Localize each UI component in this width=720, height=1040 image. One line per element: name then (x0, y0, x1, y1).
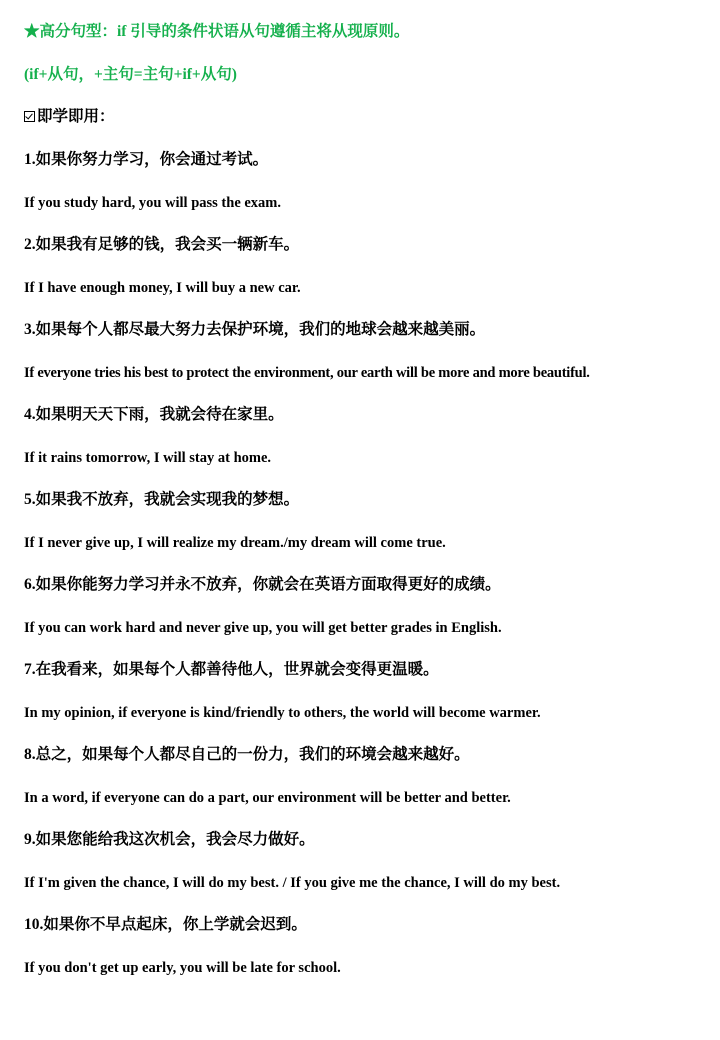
item-cn-9: 9.如果您能给我这次机会，我会尽力做好。 (24, 831, 315, 848)
item-en-5: If I never give up, I will realize my dream./my dream will come true. (24, 535, 446, 551)
item-en-6: If you can work hard and never give up, you will get better grades in English. (24, 620, 502, 636)
checkbox-icon (24, 111, 35, 122)
item-cn-1: 1.如果你努力学习，你会通过考试。 (24, 151, 269, 168)
item-cn-3: 3.如果每个人都尽最大努力去保护环境，我们的地球会越来越美丽。 (24, 321, 486, 338)
item-en-4: If it rains tomorrow, I will stay at home. (24, 450, 272, 466)
item-cn-8: 8.总之，如果每个人都尽自己的一份力，我们的环境会越来越好。 (24, 746, 470, 763)
item-cn-7: 7.在我看来，如果每个人都善待他人，世界就会变得更温暖。 (24, 661, 439, 678)
item-cn-10: 10.如果你不早点起床，你上学就会迟到。 (24, 916, 307, 933)
practice-heading (24, 107, 115, 127)
item-cn-5: 5.如果我不放弃，我就会实现我的梦想。 (24, 491, 300, 508)
item-cn-6: 6.如果你能努力学习并永不放弃，你就会在英语方面取得更好的成绩。 (24, 576, 501, 593)
item-en-8: In a word, if everyone can do a part, our environment will be better and better. (24, 790, 511, 806)
item-en-1: If you study hard, you will pass the exam. (24, 195, 282, 211)
formula-text: (if+从句，+主句=主句+if+从句) (24, 66, 237, 83)
item-cn-2: 2.如果我有足够的钱，我会买一辆新车。 (24, 236, 300, 253)
item-en-10: If you don't get up early, you will be late for school. (24, 960, 341, 976)
item-cn-4: 4.如果明天天下雨，我就会待在家里。 (24, 406, 284, 423)
practice-label: 即学即用： (37, 108, 115, 125)
item-en-3: If everyone tries his best to protect the environment, our earth will be more and more beautiful. (24, 365, 590, 381)
item-en-7: In my opinion, if everyone is kind/friendly to others, the world will become warmer. (24, 705, 541, 721)
item-en-9: If I'm given the chance, I will do my best. / If you give me the chance, I will do my best. (24, 875, 561, 891)
section-title: ★高分句型：if 引导的条件状语从句遵循主将从现原则。 (24, 23, 410, 40)
item-en-2: If I have enough money, I will buy a new car. (24, 280, 301, 296)
